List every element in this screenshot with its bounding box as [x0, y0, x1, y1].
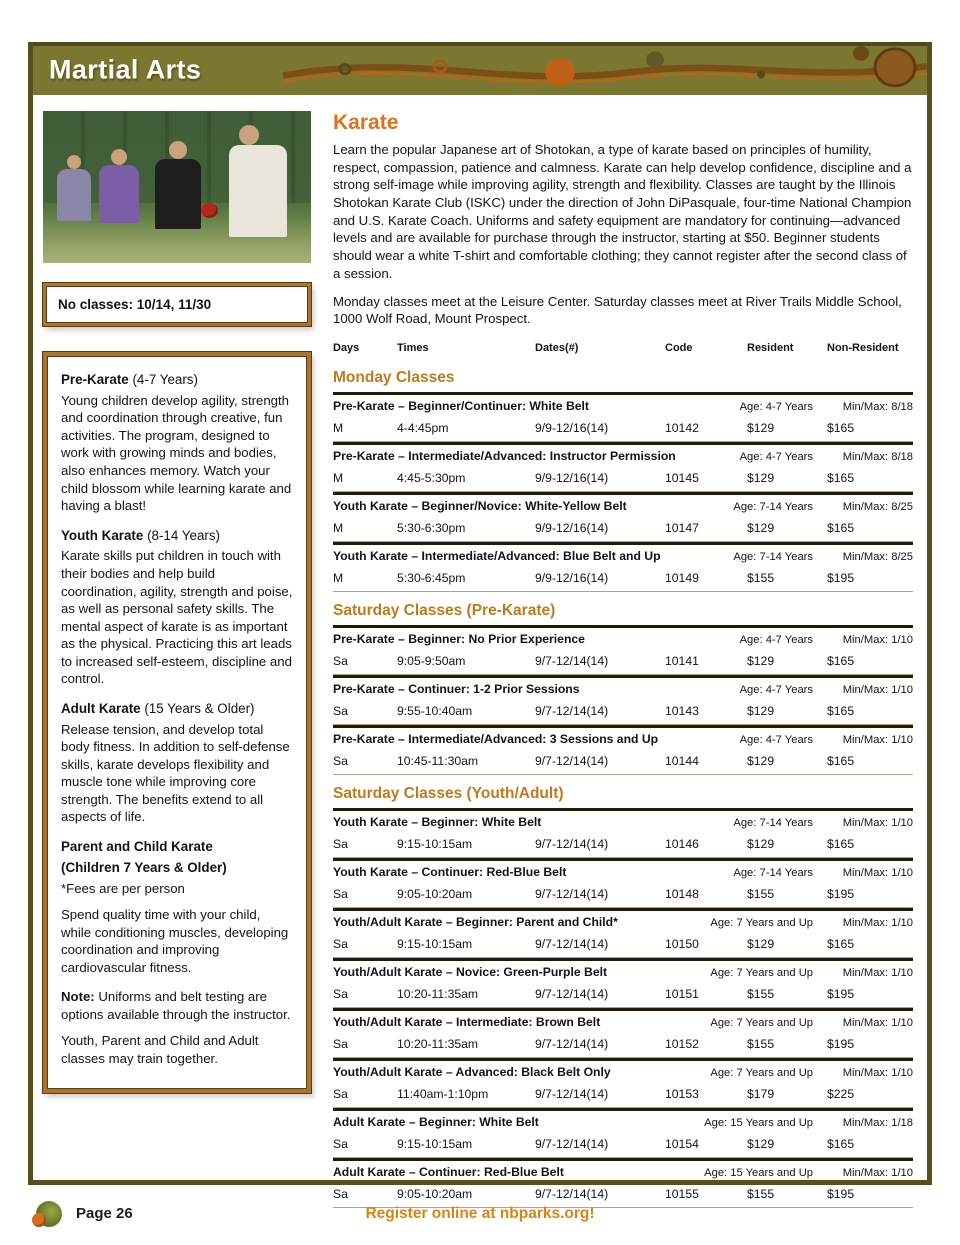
class-age: Age: 7-14 Years — [733, 866, 813, 879]
nonresident-fee-cell: $225 — [827, 1086, 855, 1101]
program-heading: Adult Karate (15 Years & Older) — [61, 700, 255, 716]
dates-cell: 9/9-12/16(14) — [535, 470, 609, 485]
class-minmax: Min/Max: 1/10 — [842, 816, 913, 829]
times-cell: 9:15-10:15am — [397, 836, 473, 851]
nonresident-fee-cell: $165 — [827, 470, 855, 485]
days-cell: M — [333, 470, 344, 485]
resident-fee-cell: $155 — [747, 570, 775, 585]
times-cell: 9:05-10:20am — [397, 1186, 473, 1201]
no-classes-text: No classes: 10/14, 11/30 — [58, 297, 212, 312]
dates-cell: 9/7-12/14(14) — [535, 836, 609, 851]
class-age: Age: 4-7 Years — [739, 450, 813, 463]
resident-fee-cell: $129 — [747, 753, 775, 768]
program-description — [61, 371, 293, 515]
class-data-row — [333, 882, 913, 908]
nonresident-fee-cell: $195 — [827, 1186, 855, 1201]
days-cell: Sa — [333, 1036, 348, 1051]
nonresident-fee-cell: $165 — [827, 1136, 855, 1151]
code-cell: 10155 — [665, 1186, 699, 1201]
class-data-row — [333, 932, 913, 958]
class-name: Pre-Karate – Beginner/Continuer: White Belt — [333, 398, 589, 413]
days-cell: Sa — [333, 1186, 348, 1201]
class-title-row — [333, 858, 913, 882]
class-name: Youth Karate – Continuer: Red-Blue Belt — [333, 864, 567, 879]
times-cell: 4:45-5:30pm — [397, 470, 466, 485]
times-cell: 5:30-6:45pm — [397, 570, 466, 585]
class-minmax: Min/Max: 8/25 — [842, 550, 913, 563]
times-cell: 5:30-6:30pm — [397, 520, 466, 535]
dates-cell: 9/9-12/16(14) — [535, 520, 609, 535]
code-cell: 10142 — [665, 420, 699, 435]
class-title-row — [333, 675, 913, 699]
class-age: Age: 7-14 Years — [733, 500, 813, 513]
program-heading: Pre-Karate (4-7 Years) — [61, 372, 198, 387]
dates-cell: 9/7-12/14(14) — [535, 986, 609, 1001]
photo-red-glove — [201, 203, 218, 218]
times-cell: 9:55-10:40am — [397, 703, 473, 718]
nonresident-fee-cell: $165 — [827, 936, 855, 951]
class-age: Age: 15 Years and Up — [704, 1116, 813, 1129]
class-name: Pre-Karate – Intermediate/Advanced: Instructor Permission — [333, 448, 676, 463]
banner-circle-icon — [545, 58, 575, 86]
class-minmax: Min/Max: 8/18 — [842, 450, 913, 463]
nonresident-fee-cell: $165 — [827, 520, 855, 535]
class-title-row — [333, 492, 913, 516]
program-heading: Youth Karate (8-14 Years) — [61, 527, 221, 543]
table-header-row — [333, 342, 913, 359]
class-sections — [333, 369, 913, 1208]
days-cell: Sa — [333, 1086, 348, 1101]
class-title-row — [333, 442, 913, 466]
col-header-code: Code — [665, 341, 693, 354]
col-header-times: Times — [397, 341, 429, 354]
days-cell: M — [333, 570, 344, 585]
class-name: Youth/Adult Karate – Novice: Green-Purple Belt — [333, 964, 608, 979]
class-name: Adult Karate – Continuer: Red-Blue Belt — [333, 1164, 564, 1179]
page-number: Page 26 — [76, 1205, 133, 1222]
code-cell: 10152 — [665, 1036, 699, 1051]
class-age: Age: 7-14 Years — [733, 550, 813, 563]
banner-circle-icon — [646, 52, 664, 69]
class-data-row — [333, 1082, 913, 1108]
page-footer — [28, 1193, 932, 1235]
class-name: Pre-Karate – Intermediate/Advanced: 3 Sessions and Up — [333, 731, 659, 746]
program-paragraph: *Fees are per person — [61, 880, 185, 896]
location-paragraph: Monday classes meet at the Leisure Center. Saturday classes meet at River Trails Middle School, 1000 Wolf Road, Mount Prospect. — [333, 293, 902, 327]
train-together-text: Youth, Parent and Child and Adult classes may train together. — [61, 1033, 259, 1066]
code-cell: 10151 — [665, 986, 699, 1001]
nonresident-fee-cell: $195 — [827, 570, 855, 585]
times-cell: 10:45-11:30am — [397, 753, 479, 768]
nonresident-fee-cell: $165 — [827, 753, 855, 768]
class-minmax: Min/Max: 1/10 — [842, 866, 913, 879]
class-name: Adult Karate – Beginner: White Belt — [333, 1114, 539, 1129]
nonresident-fee-cell: $165 — [827, 653, 855, 668]
resident-fee-cell: $179 — [747, 1086, 775, 1101]
class-minmax: Min/Max: 1/10 — [842, 1166, 913, 1179]
banner-circle-icon — [853, 46, 869, 61]
times-cell: 9:15-10:15am — [397, 936, 473, 951]
class-age: Age: 7 Years and Up — [710, 1066, 813, 1079]
resident-fee-cell: $129 — [747, 420, 775, 435]
days-cell: Sa — [333, 936, 348, 951]
class-minmax: Min/Max: 8/18 — [842, 400, 913, 413]
code-cell: 10141 — [665, 653, 699, 668]
dates-cell: 9/7-12/14(14) — [535, 1136, 609, 1151]
class-title-row — [333, 1058, 913, 1082]
class-age: Age: 4-7 Years — [739, 683, 813, 696]
resident-fee-cell: $129 — [747, 470, 775, 485]
nonresident-fee-cell: $165 — [827, 836, 855, 851]
program-paragraph: Spend quality time with your child, while conditioning muscles, developing coordination and improving cardiovascular fitness. — [61, 907, 289, 975]
days-cell: Sa — [333, 753, 348, 768]
code-cell: 10147 — [665, 520, 699, 535]
resident-fee-cell: $129 — [747, 1136, 775, 1151]
class-data-row — [333, 1032, 913, 1058]
days-cell: M — [333, 420, 344, 435]
dates-cell: 9/7-12/14(14) — [535, 703, 609, 718]
class-title-row — [333, 908, 913, 932]
class-minmax: Min/Max: 1/10 — [842, 966, 913, 979]
no-classes-box — [43, 283, 311, 326]
class-name: Youth/Adult Karate – Advanced: Black Belt Only — [333, 1064, 611, 1079]
col-header-nonresident: Non-Resident — [827, 341, 899, 354]
days-cell: Sa — [333, 703, 348, 718]
dates-cell: 9/7-12/14(14) — [535, 753, 609, 768]
nonresident-fee-cell: $195 — [827, 986, 855, 1001]
class-title-row — [333, 625, 913, 649]
class-age: Age: 7 Years and Up — [710, 1016, 813, 1029]
program-heading: Parent and Child Karate — [61, 838, 213, 854]
class-data-row — [333, 699, 913, 725]
class-name: Youth Karate – Intermediate/Advanced: Blue Belt and Up — [333, 548, 661, 563]
program-description — [61, 838, 293, 976]
class-name: Pre-Karate – Beginner: No Prior Experience — [333, 631, 585, 646]
class-name: Pre-Karate – Continuer: 1-2 Prior Sessions — [333, 681, 580, 696]
class-data-row — [333, 982, 913, 1008]
class-minmax: Min/Max: 1/10 — [842, 633, 913, 646]
class-name: Youth Karate – Beginner/Novice: White-Yellow Belt — [333, 498, 627, 513]
class-title-row — [333, 392, 913, 416]
resident-fee-cell: $129 — [747, 836, 775, 851]
section-title: Monday Classes — [333, 368, 455, 386]
class-data-row — [333, 416, 913, 442]
resident-fee-cell: $155 — [747, 986, 775, 1001]
days-cell: Sa — [333, 836, 348, 851]
days-cell: M — [333, 520, 344, 535]
class-age: Age: 4-7 Years — [739, 400, 813, 413]
class-title-row — [333, 1108, 913, 1132]
class-data-row — [333, 749, 913, 775]
class-data-row — [333, 566, 913, 592]
class-title-row — [333, 958, 913, 982]
nonresident-fee-cell: $195 — [827, 1036, 855, 1051]
class-data-row — [333, 832, 913, 858]
class-title-row — [333, 808, 913, 832]
times-cell: 9:15-10:15am — [397, 1136, 473, 1151]
program-subheading: (Children 7 Years & Older) — [61, 859, 227, 875]
content-area — [33, 95, 927, 1208]
class-age: Age: 4-7 Years — [739, 633, 813, 646]
dates-cell: 9/7-12/14(14) — [535, 936, 609, 951]
class-age: Age: 7 Years and Up — [710, 966, 813, 979]
days-cell: Sa — [333, 986, 348, 1001]
code-cell: 10144 — [665, 753, 699, 768]
dates-cell: 9/7-12/14(14) — [535, 1086, 609, 1101]
page-title: Karate — [333, 111, 399, 134]
nonresident-fee-cell: $195 — [827, 886, 855, 901]
times-cell: 10:20-11:35am — [397, 1036, 479, 1051]
days-cell: Sa — [333, 653, 348, 668]
class-data-row — [333, 516, 913, 542]
class-age: Age: 7 Years and Up — [710, 916, 813, 929]
class-minmax: Min/Max: 1/18 — [842, 1116, 913, 1129]
resident-fee-cell: $155 — [747, 1036, 775, 1051]
class-title-row — [333, 542, 913, 566]
note-text: Note: Uniforms and belt testing are options available through the instructor. — [61, 989, 291, 1022]
class-title-row — [333, 1158, 913, 1182]
times-cell: 10:20-11:35am — [397, 986, 479, 1001]
code-cell: 10146 — [665, 836, 699, 851]
code-cell: 10149 — [665, 570, 699, 585]
program-paragraph: Young children develop agility, strength and coordination through creative, fun activities. The program, designed to work with growing minds and bodies, also enhances memory. Watch your child blossom while learning karate and having a blast! — [61, 392, 292, 514]
class-title-row — [333, 1008, 913, 1032]
code-cell: 10150 — [665, 936, 699, 951]
resident-fee-cell: $155 — [747, 1186, 775, 1201]
nbparks-logo-dot-icon — [32, 1213, 46, 1227]
class-name: Youth Karate – Beginner: White Belt — [333, 814, 542, 829]
class-data-row — [333, 1132, 913, 1158]
class-data-row — [333, 649, 913, 675]
class-title-row — [333, 725, 913, 749]
intro-paragraph: Learn the popular Japanese art of Shotokan, a type of karate based on principles of humility, respect, compassion, patience and calmness. Karate can help develop confidence, discipline and a strong self-image while improving agility, strength and flexibility. Classes are taught by the Illinois Shotokan Karate Club (ISKC) under the direction of John DiPasquale, four-time National Champion and U.S. Karate Coach. Uniforms and safety equipment are mandatory for continuing—advanced levels and are available for purchase through the instructor, starting at $50. Beginner students should wear a white T-shirt and comfortable clothing; they cannot register after the second class of a session. — [333, 142, 912, 281]
class-minmax: Min/Max: 1/10 — [842, 916, 913, 929]
resident-fee-cell: $129 — [747, 653, 775, 668]
col-header-resident: Resident — [747, 341, 794, 354]
section-title: Saturday Classes (Youth/Adult) — [333, 784, 564, 802]
page-frame — [28, 42, 932, 1201]
martial-arts-banner — [33, 42, 927, 95]
dates-cell: 9/7-12/14(14) — [535, 653, 609, 668]
class-name: Youth/Adult Karate – Intermediate: Brown Belt — [333, 1014, 601, 1029]
code-cell: 10145 — [665, 470, 699, 485]
code-cell: 10154 — [665, 1136, 699, 1151]
col-header-days: Days — [333, 341, 360, 354]
resident-fee-cell: $129 — [747, 520, 775, 535]
class-age: Age: 15 Years and Up — [704, 1166, 813, 1179]
days-cell: Sa — [333, 886, 348, 901]
program-paragraph: Release tension, and develop total body fitness. In addition to self-defense skills, karate develops flexibility and muscle tone while improving core strength. The benefits extend to all aspects of life. — [61, 721, 290, 825]
nonresident-fee-cell: $165 — [827, 703, 855, 718]
class-minmax: Min/Max: 1/10 — [842, 683, 913, 696]
program-description — [61, 700, 293, 826]
times-cell: 11:40am-1:10pm — [397, 1086, 489, 1101]
class-minmax: Min/Max: 1/10 — [842, 1016, 913, 1029]
banner-circle-icon — [875, 49, 915, 86]
register-online-link[interactable]: Register online at nbparks.org! — [365, 1205, 595, 1222]
col-header-dates: Dates(#) — [535, 341, 579, 354]
resident-fee-cell: $155 — [747, 886, 775, 901]
section-title: Saturday Classes (Pre-Karate) — [333, 601, 556, 619]
banner-title: Martial Arts — [49, 53, 202, 84]
code-cell: 10153 — [665, 1086, 699, 1101]
class-data-row — [333, 466, 913, 492]
resident-fee-cell: $129 — [747, 703, 775, 718]
nonresident-fee-cell: $165 — [827, 420, 855, 435]
resident-fee-cell: $129 — [747, 936, 775, 951]
times-cell: 4-4:45pm — [397, 420, 449, 435]
times-cell: 9:05-10:20am — [397, 886, 473, 901]
dates-cell: 9/9-12/16(14) — [535, 420, 609, 435]
dates-cell: 9/7-12/14(14) — [535, 886, 609, 901]
program-descriptions-box — [43, 352, 311, 1093]
main-column — [333, 111, 913, 1208]
code-cell: 10148 — [665, 886, 699, 901]
class-age: Age: 7-14 Years — [733, 816, 813, 829]
karate-class-photo — [43, 111, 311, 263]
banner-circle-icon — [757, 71, 765, 78]
times-cell: 9:05-9:50am — [397, 653, 466, 668]
dates-cell: 9/7-12/14(14) — [535, 1186, 609, 1201]
program-description — [61, 527, 293, 688]
class-minmax: Min/Max: 1/10 — [842, 733, 913, 746]
dates-cell: 9/7-12/14(14) — [535, 1036, 609, 1051]
class-minmax: Min/Max: 1/10 — [842, 1066, 913, 1079]
program-paragraph: Karate skills put children in touch with their bodies and help build coordination, agility, strength and poise, as well as personal safety skills. The mental aspect of karate is as important as the physical. Practicing this art leads to increased self-esteem, discipline and control. — [61, 548, 293, 687]
sidebar — [43, 111, 311, 1208]
days-cell: Sa — [333, 1136, 348, 1151]
nbparks-logo-icon — [36, 1201, 62, 1227]
dates-cell: 9/9-12/16(14) — [535, 570, 609, 585]
class-minmax: Min/Max: 8/25 — [842, 500, 913, 513]
class-name: Youth/Adult Karate – Beginner: Parent and Child* — [333, 914, 618, 929]
code-cell: 10143 — [665, 703, 699, 718]
class-age: Age: 4-7 Years — [739, 733, 813, 746]
